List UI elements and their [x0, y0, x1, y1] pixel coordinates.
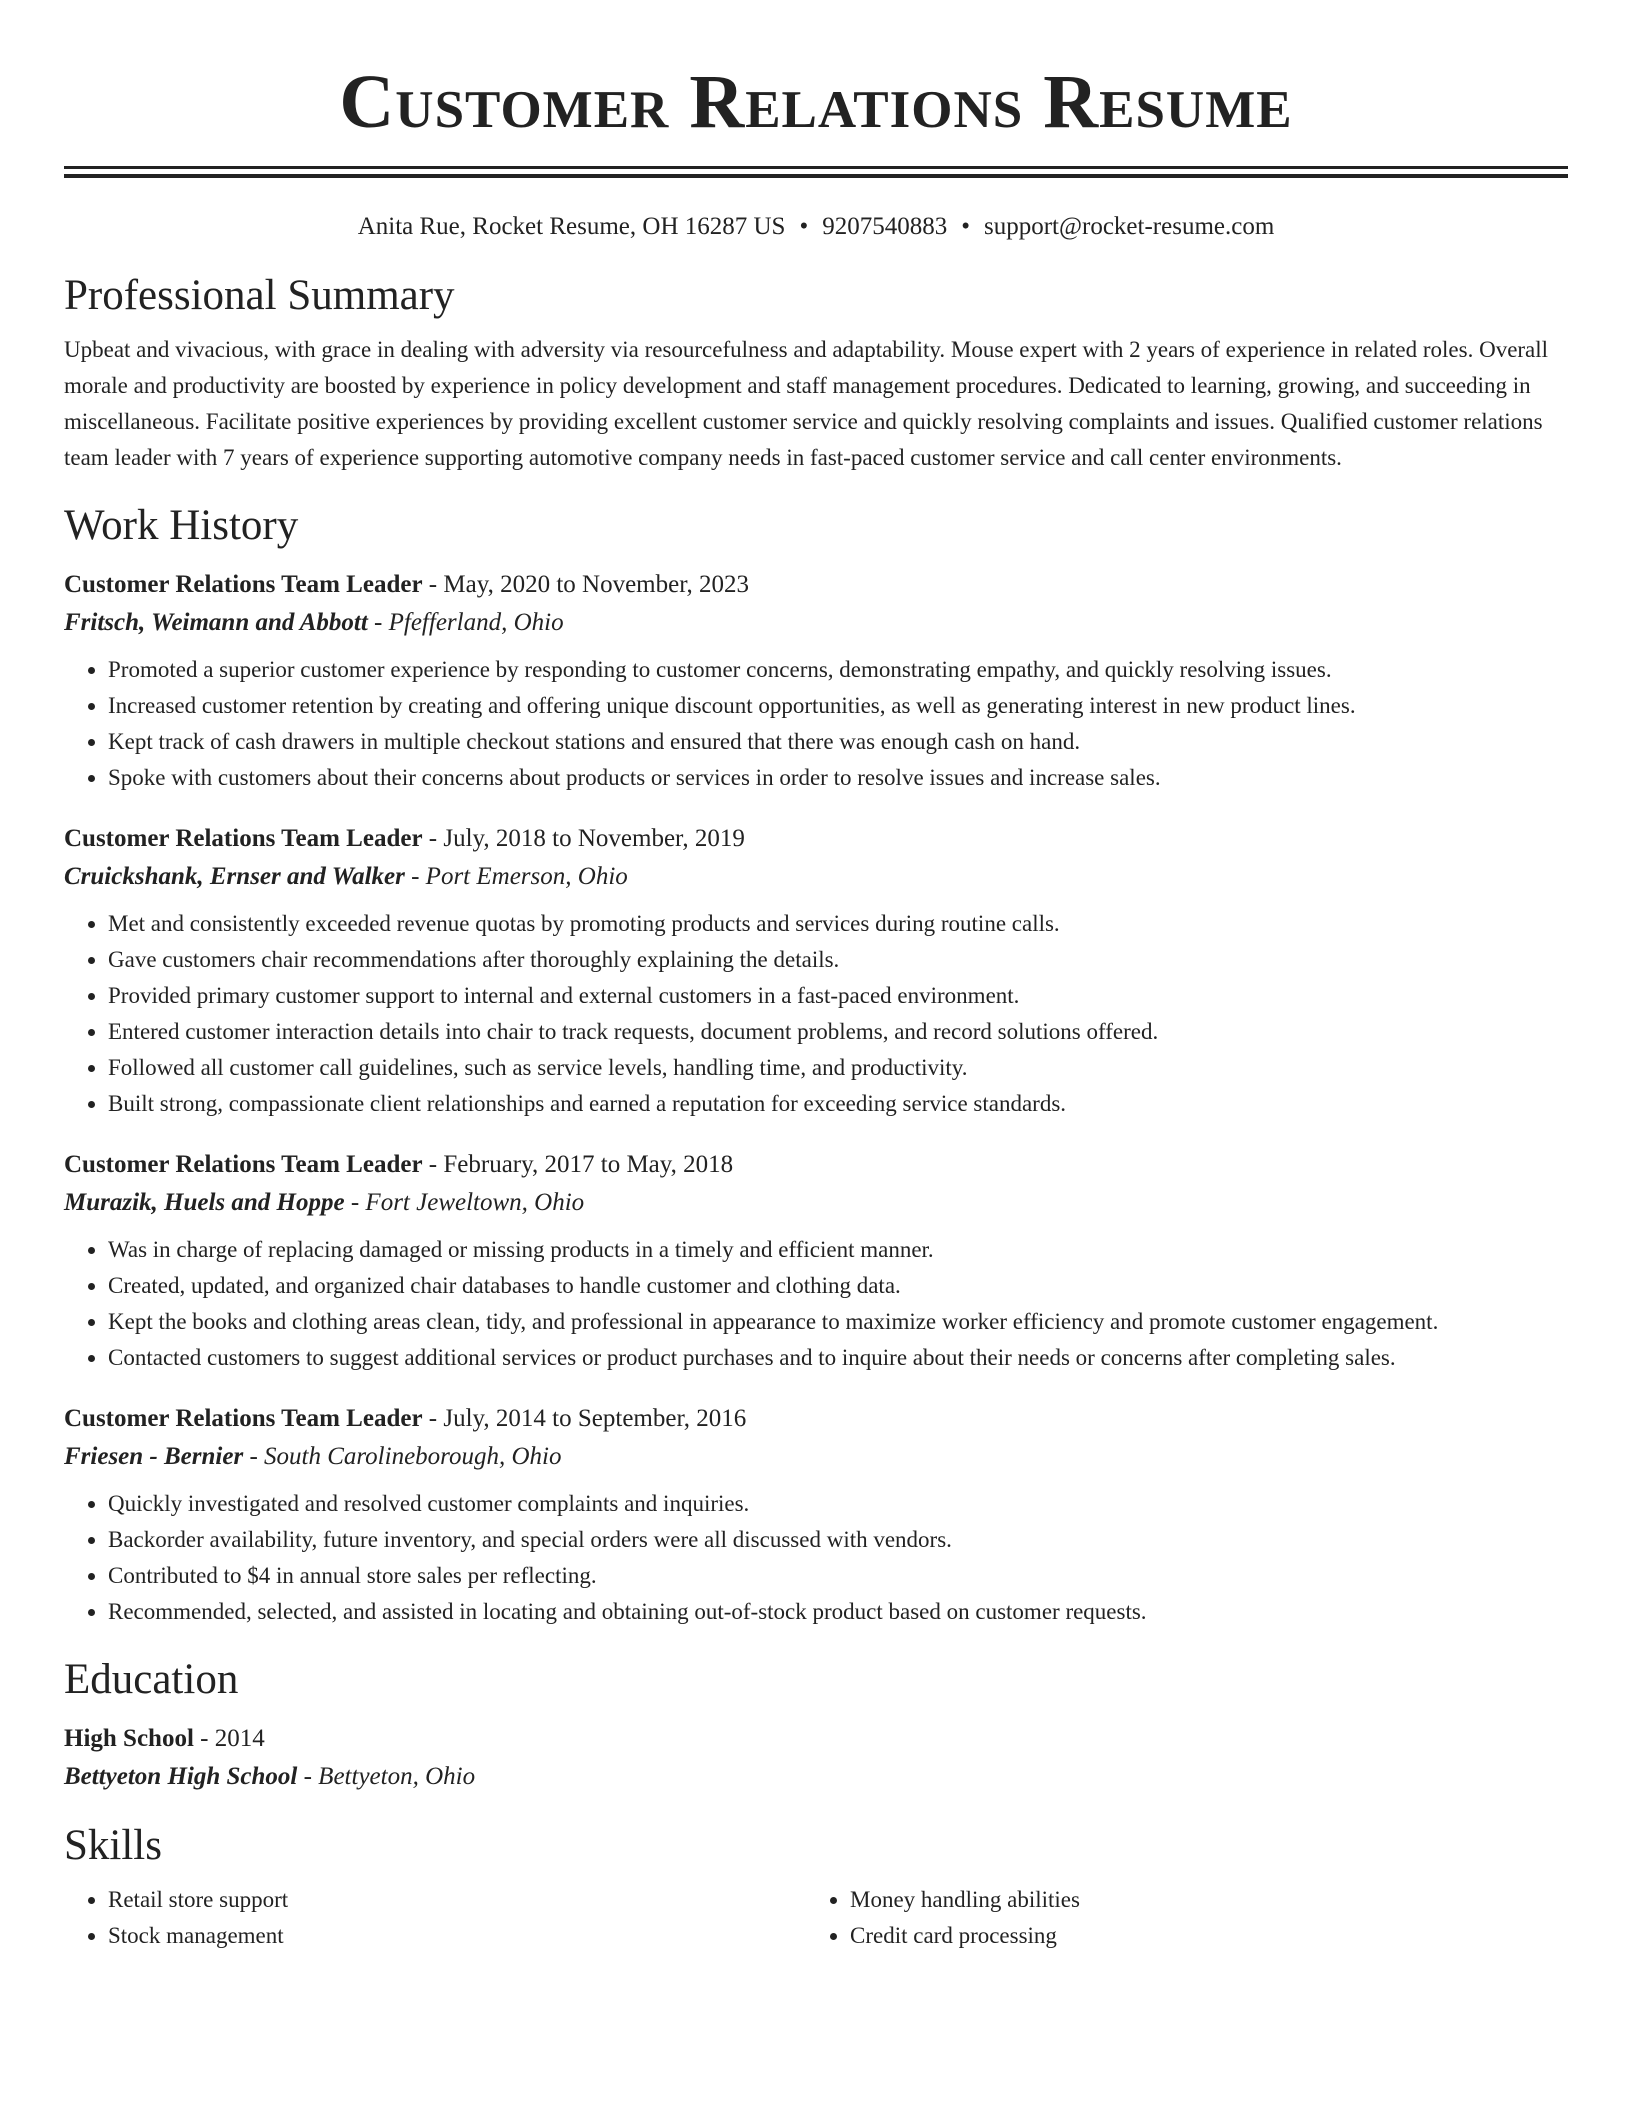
job-location: - South Carolineborough, Ohio: [243, 1443, 562, 1470]
job-bullet: • Backorder availability, future inventory, and special orders were all discussed with vendors.: [108, 1522, 1568, 1558]
education-year: - 2014: [193, 1725, 265, 1752]
job-entry: [64, 566, 1568, 796]
skill-item: • Money handling abilities: [850, 1882, 1548, 1918]
contact-address: Anita Rue, Rocket Resume, OH 16287 US: [357, 213, 786, 240]
summary-section: [64, 270, 1568, 476]
contact-separator: •: [961, 213, 970, 240]
job-header: [64, 566, 1568, 604]
job-bullet: • Increased customer retention by creating and offering unique discount opportunities, as well as generating interest in new product lines.: [108, 688, 1568, 724]
job-company: Fritsch, Weimann and Abbott: [64, 609, 368, 636]
skills-heading: Skills: [64, 1822, 162, 1869]
skills-right-column: [806, 1882, 1548, 1954]
job-company: Friesen - Bernier: [64, 1443, 244, 1470]
education-heading: Education: [64, 1656, 239, 1703]
title-double-rule: [64, 166, 1568, 178]
job-title: Customer Relations Team Leader: [64, 571, 423, 598]
job-entry: [64, 1400, 1568, 1630]
job-bullet: • Quickly investigated and resolved customer complaints and inquiries.: [108, 1486, 1568, 1522]
education-degree: High School: [64, 1725, 194, 1752]
job-title: Customer Relations Team Leader: [64, 1151, 423, 1178]
contact-phone: 9207540883: [822, 213, 948, 240]
skills-left-column: [64, 1882, 806, 1954]
job-bullet: • Entered customer interaction details into chair to track requests, document problems, and record solutions offered.: [108, 1014, 1568, 1050]
skill-item: • Stock management: [108, 1918, 806, 1954]
resume-title: Customer Relations Resume: [339, 60, 1293, 144]
job-dates: - February, 2017 to May, 2018: [422, 1151, 734, 1178]
work-history-heading: Work History: [64, 502, 299, 549]
job-bullets: [64, 1486, 1568, 1630]
job-bullet: • Gave customers chair recommendations after thoroughly explaining the details.: [108, 942, 1568, 978]
contact-line: [64, 210, 1568, 244]
job-bullets: [64, 906, 1568, 1122]
job-location: - Port Emerson, Ohio: [404, 863, 628, 890]
job-title: Customer Relations Team Leader: [64, 825, 423, 852]
job-bullet: • Provided primary customer support to internal and external customers in a fast-paced environment.: [108, 978, 1568, 1014]
skill-item: • Retail store support: [108, 1882, 806, 1918]
job-bullet: • Followed all customer call guidelines, such as service levels, handling time, and productivity.: [108, 1050, 1568, 1086]
education-section: [64, 1654, 1568, 1796]
job-dates: - May, 2020 to November, 2023: [422, 571, 750, 598]
job-bullet: • Created, updated, and organized chair databases to handle customer and clothing data.: [108, 1268, 1568, 1304]
job-bullet: • Recommended, selected, and assisted in locating and obtaining out-of-stock product based on customer requests.: [108, 1594, 1568, 1630]
education-school: Bettyeton High School: [64, 1763, 298, 1790]
job-bullet: • Kept track of cash drawers in multiple checkout stations and ensured that there was enough cash on hand.: [108, 724, 1568, 760]
work-history-section: [64, 500, 1568, 1630]
education-header: [64, 1720, 1568, 1758]
job-company-line: [64, 604, 1568, 642]
job-company: Murazik, Huels and Hoppe: [64, 1189, 345, 1216]
job-bullet: • Promoted a superior customer experience by responding to customer concerns, demonstrating empathy, and quickly resolving issues.: [108, 652, 1568, 688]
job-header: [64, 1146, 1568, 1184]
job-company-line: [64, 1184, 1568, 1222]
skill-item: • Credit card processing: [850, 1918, 1548, 1954]
summary-text: Upbeat and vivacious, with grace in dealing with adversity via resourcefulness and adaptability. Mouse expert with 2 years of experience in related roles. Overall morale and productivity are boosted by experience in policy development and staff management procedures. Dedicated to learning, growing, and succeeding in miscellaneous. Facilitate positive experiences by providing excellent customer service and quickly resolving complaints and issues. Qualified customer relations team leader with 7 years of experience supporting automotive company needs in fast-paced customer service and call center environments.: [64, 337, 1549, 470]
job-bullet: • Met and consistently exceeded revenue quotas by promoting products and services during routine calls.: [108, 906, 1568, 942]
job-bullet: • Kept the books and clothing areas clean, tidy, and professional in appearance to maximize worker efficiency and promote customer engagement.: [108, 1304, 1568, 1340]
job-bullets: [64, 652, 1568, 796]
education-school-line: [64, 1758, 1568, 1796]
job-bullet: • Was in charge of replacing damaged or missing products in a timely and efficient manner.: [108, 1232, 1568, 1268]
job-dates: - July, 2018 to November, 2019: [422, 825, 745, 852]
job-company-line: [64, 858, 1568, 896]
job-header: [64, 1400, 1568, 1438]
job-title: Customer Relations Team Leader: [64, 1405, 423, 1432]
job-bullet: • Built strong, compassionate client relationships and earned a reputation for exceeding service standards.: [108, 1086, 1568, 1122]
contact-email: support@rocket-resume.com: [983, 213, 1275, 240]
job-entry: [64, 1146, 1568, 1376]
job-bullet: • Contacted customers to suggest additional services or product purchases and to inquire about their needs or concerns after completing sales.: [108, 1340, 1568, 1376]
resume-page: [64, 0, 1568, 1954]
education-location: - Bettyeton, Ohio: [297, 1763, 476, 1790]
job-entry: [64, 820, 1568, 1122]
job-location: - Pfefferland, Ohio: [367, 609, 564, 636]
job-dates: - July, 2014 to September, 2016: [422, 1405, 747, 1432]
job-header: [64, 820, 1568, 858]
contact-separator: •: [799, 213, 809, 240]
job-bullet: • Spoke with customers about their concerns about products or services in order to resolve issues and increase sales.: [108, 760, 1568, 796]
job-bullet: • Contributed to $4 in annual store sales per reflecting.: [108, 1558, 1568, 1594]
job-company: Cruickshank, Ernser and Walker: [64, 863, 405, 890]
skills-columns: [64, 1882, 1568, 1954]
job-location: - Fort Jeweltown, Ohio: [344, 1189, 585, 1216]
job-bullets: [64, 1232, 1568, 1376]
summary-heading: Professional Summary: [64, 272, 455, 319]
education-entry: [64, 1720, 1568, 1796]
job-company-line: [64, 1438, 1568, 1476]
skills-section: [64, 1820, 1568, 1954]
